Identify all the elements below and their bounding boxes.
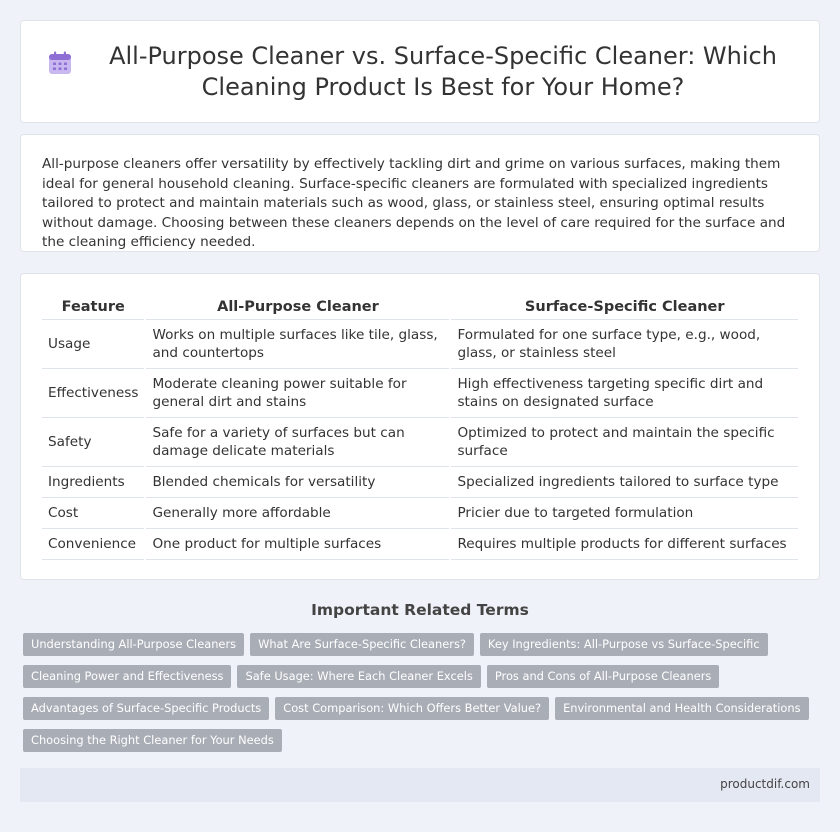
related-term-tag[interactable]: Safe Usage: Where Each Cleaner Excels <box>237 665 480 688</box>
header-surface-specific: Surface-Specific Cleaner <box>450 295 798 319</box>
related-term-tag[interactable]: Understanding All-Purpose Cleaners <box>23 633 244 656</box>
feature-cell: Usage <box>42 319 145 368</box>
tag-row <box>23 697 823 720</box>
surface-specific-cell: Optimized to protect and maintain the specific surface <box>450 417 798 466</box>
tag-row <box>23 729 823 752</box>
comparison-table <box>42 295 798 560</box>
related-term-tag[interactable]: Environmental and Health Considerations <box>555 697 808 720</box>
related-term-tag[interactable]: Choosing the Right Cleaner for Your Needs <box>23 729 282 752</box>
feature-cell: Safety <box>42 417 145 466</box>
feature-cell: Ingredients <box>42 466 145 497</box>
surface-specific-cell: Requires multiple products for different surfaces <box>450 528 798 559</box>
all-purpose-cell: Generally more affordable <box>145 497 450 528</box>
table-row <box>42 319 798 368</box>
comparison-table-card <box>20 273 820 580</box>
all-purpose-cell: Blended chemicals for versatility <box>145 466 450 497</box>
related-term-tag[interactable]: What Are Surface-Specific Cleaners? <box>250 633 474 656</box>
all-purpose-cell: One product for multiple surfaces <box>145 528 450 559</box>
all-purpose-cell: Safe for a variety of surfaces but can damage delicate materials <box>145 417 450 466</box>
related-terms-title: Important Related Terms <box>311 601 529 619</box>
tag-row <box>23 665 823 688</box>
intro-paragraph: All-purpose cleaners offer versatility by effectively tackling dirt and grime on various surfaces, making them ideal for general household cleaning. Surface-specific cleaners are formulated with specialized ingredients tailored to protect and maintain materials such as wood, glass, or stainless steel, ensuring optimal results without damage. Choosing between these cleaners depends on the level of care required for the surface and the cleaning efficiency needed. <box>42 156 786 250</box>
tag-row <box>23 633 823 656</box>
intro-card <box>20 134 820 252</box>
header-inner <box>21 21 819 122</box>
footer-site-name: productdif.com <box>720 777 810 791</box>
related-term-tag[interactable]: Pros and Cons of All-Purpose Cleaners <box>487 665 720 688</box>
surface-specific-cell: Specialized ingredients tailored to surface type <box>450 466 798 497</box>
all-purpose-cell: Moderate cleaning power suitable for general dirt and stains <box>145 368 450 417</box>
footer-bar <box>20 768 820 802</box>
feature-cell: Cost <box>42 497 145 528</box>
table-row <box>42 368 798 417</box>
header-card <box>20 20 820 123</box>
header-all-purpose: All-Purpose Cleaner <box>145 295 450 319</box>
surface-specific-cell: High effectiveness targeting specific dirt and stains on designated surface <box>450 368 798 417</box>
related-term-tag[interactable]: Key Ingredients: All-Purpose vs Surface-Specific <box>480 633 768 656</box>
feature-cell: Convenience <box>42 528 145 559</box>
page-title: All-Purpose Cleaner vs. Surface-Specific Cleaner: Which Cleaning Product Is Best for Your Home? <box>109 41 777 101</box>
table-row <box>42 497 798 528</box>
surface-specific-cell: Pricier due to targeted formulation <box>450 497 798 528</box>
table-header-row <box>42 295 798 319</box>
related-term-tag[interactable]: Advantages of Surface-Specific Products <box>23 697 269 720</box>
table-row <box>42 417 798 466</box>
table-row <box>42 528 798 559</box>
calendar-grid-icon <box>47 50 73 76</box>
surface-specific-cell: Formulated for one surface type, e.g., wood, glass, or stainless steel <box>450 319 798 368</box>
related-term-tag[interactable]: Cost Comparison: Which Offers Better Value? <box>275 697 549 720</box>
table-row <box>42 466 798 497</box>
header-feature: Feature <box>42 295 145 319</box>
feature-cell: Effectiveness <box>42 368 145 417</box>
related-terms-tags <box>23 633 823 761</box>
related-term-tag[interactable]: Cleaning Power and Effectiveness <box>23 665 231 688</box>
all-purpose-cell: Works on multiple surfaces like tile, glass, and countertops <box>145 319 450 368</box>
